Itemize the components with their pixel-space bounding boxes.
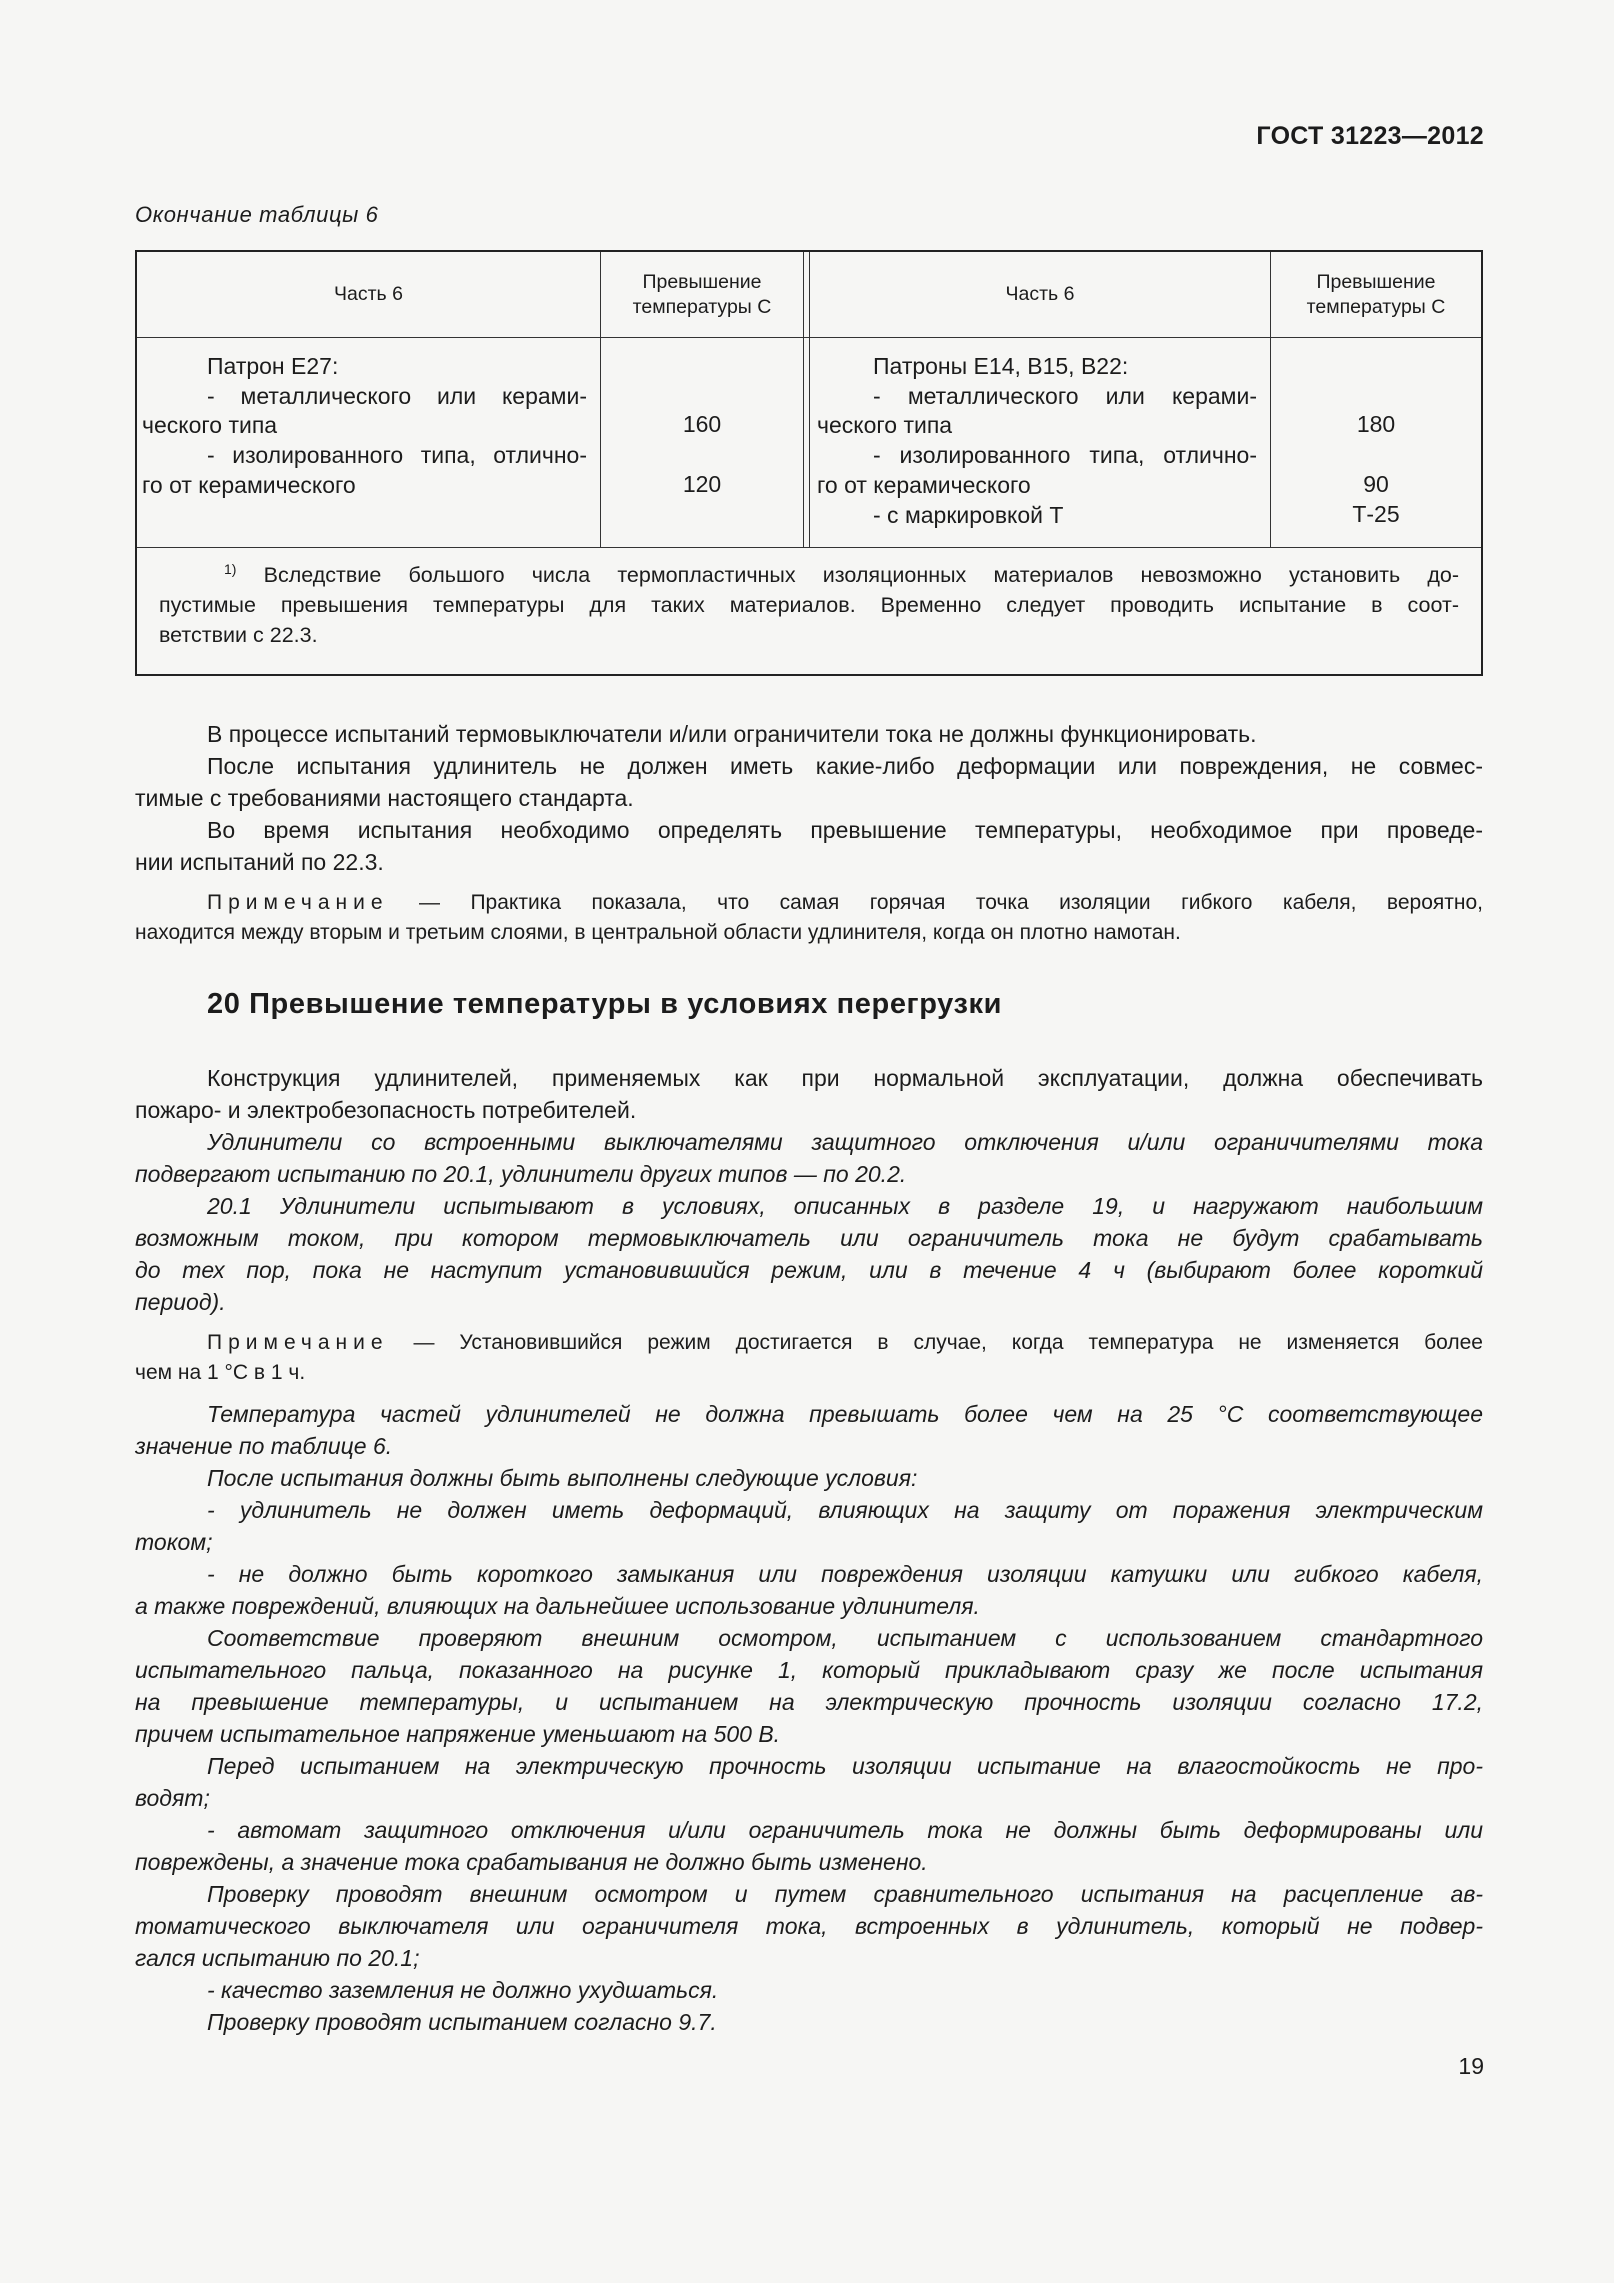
- paragraph: - не должно быть короткого замыкания или повреждения изоляции катушки или гибкого кабеля,: [207, 1561, 1483, 1587]
- temp-value: 120: [682, 471, 722, 497]
- paragraph: период).: [135, 1289, 226, 1315]
- paragraph: возможным током, при котором термовыключатель или ограничитель тока не будут срабатывать: [135, 1225, 1483, 1251]
- table-header-rule: [137, 337, 1481, 338]
- column-header-temp-rise: Превышение температуры С: [1306, 270, 1446, 318]
- paragraph: - автомат защитного отключения и/или ограничитель тока не должны быть деформированы или: [207, 1817, 1483, 1843]
- paragraph: - удлинитель не должен иметь деформаций, влияющих на защиту от поражения электрическим: [207, 1497, 1483, 1523]
- temp-value: Т-25: [1352, 501, 1400, 527]
- paragraph: Соответствие проверяют внешним осмотром, испытанием с использованием стандартного: [207, 1625, 1483, 1651]
- paragraph: Перед испытанием на электрическую прочность изоляции испытание на влагостойкость не про-: [207, 1753, 1483, 1779]
- paragraph: тимые с требованиями настоящего стандарта.: [135, 785, 634, 811]
- temp-value: 160: [682, 411, 722, 437]
- page-number: 19: [1458, 2053, 1484, 2079]
- paragraph: 20.1 Удлинители испытывают в условиях, описанных в разделе 19, и нагружают наибольшим: [207, 1193, 1483, 1219]
- paragraph: После испытания должны быть выполнены следующие условия:: [207, 1465, 918, 1491]
- paragraph: - качество заземления не должно ухудшаться.: [207, 1977, 719, 2003]
- temp-value: 180: [1356, 411, 1396, 437]
- note: Примечание — Практика показала, что самая горячая точка изоляции гибкого кабеля, вероятно,: [207, 891, 1483, 914]
- paragraph: В процессе испытаний термовыключатели и/или ограничители тока не должны функционировать.: [207, 721, 1257, 747]
- temp-value: 90: [1363, 471, 1389, 497]
- paragraph: на превышение температуры, и испытанием на электрическую прочность изоляции согласно 17.2,: [135, 1689, 1483, 1715]
- column-header-temp-rise: Превышение температуры С: [632, 270, 772, 318]
- document-code: ГОСТ 31223—2012: [1256, 122, 1484, 150]
- paragraph: нии испытаний по 22.3.: [135, 849, 384, 875]
- paragraph: а также повреждений, влияющих на дальнейшее использование удлинителя.: [135, 1593, 980, 1619]
- paragraph: После испытания удлинитель не должен иметь какие-либо деформации или повреждения, не совмес-: [207, 753, 1483, 779]
- paragraph: водят;: [135, 1785, 210, 1811]
- left-part-description: Патрон Е27: - металлического или керами- ческого типа - изолированного типа, отлично- го от керамического: [142, 353, 587, 498]
- note: Примечание — Установившийся режим достигается в случае, когда температура не изменяется более: [207, 1331, 1483, 1354]
- section-20-heading: 20 Превышение температуры в условиях перегрузки: [207, 988, 1003, 1020]
- paragraph: Конструкция удлинителей, применяемых как при нормальной эксплуатации, должна обеспечивать: [207, 1065, 1483, 1091]
- paragraph: причем испытательное напряжение уменьшают на 500 В.: [135, 1721, 781, 1747]
- paragraph: гался испытанию по 20.1;: [135, 1945, 420, 1971]
- right-part-description: Патроны Е14, В15, В22: - металлического или керами- ческого типа - изолированного типа, отлично- го от керамического - с маркировкой Т: [817, 353, 1257, 528]
- paragraph: томатического выключателя или ограничителя тока, встроенных в удлинитель, который не подвер-: [135, 1913, 1483, 1939]
- column-header-part: Часть 6: [334, 283, 403, 305]
- paragraph: значение по таблице 6.: [135, 1433, 393, 1459]
- paragraph: Проверку проводят испытанием согласно 9.7.: [207, 2009, 717, 2035]
- paragraph: Проверку проводят внешним осмотром и путем сравнительного испытания на расцепление ав-: [207, 1881, 1483, 1907]
- section-19-text: [135, 718, 1483, 948]
- note: чем на 1 °С в 1 ч.: [135, 1361, 306, 1384]
- paragraph: Температура частей удлинителей не должна превышать более чем на 25 °С соответствующее: [207, 1401, 1483, 1427]
- table-footnote-rule: [137, 547, 1481, 548]
- paragraph: повреждены, а значение тока срабатывания не должно быть изменено.: [135, 1849, 928, 1875]
- paragraph: испытательного пальца, показанного на рисунке 1, который прикладывают сразу же после испытания: [135, 1657, 1483, 1683]
- table-footnote: $^{1)}$ Вследствие большого числа термопластичных изоляционных материалов невозможно установить до- пустимые превышения температуры для таких материалов. Временно следует проводить испытание в соот- ветствии с 22.3.: [159, 561, 1459, 648]
- paragraph: Удлинители со встроенными выключателями защитного отключения и/или ограничителями тока: [207, 1129, 1483, 1155]
- paragraph: подвергают испытанию по 20.1, удлинители других типов — по 20.2.: [135, 1161, 907, 1187]
- table-divider: [803, 252, 804, 547]
- section-20-text: [135, 1062, 1483, 2038]
- column-header-part: Часть 6: [1005, 283, 1075, 305]
- paragraph: до тех пор, пока не наступит установившийся режим, или в течение 4 ч (выбирают более короткий: [135, 1257, 1483, 1283]
- paragraph: Во время испытания необходимо определять превышение температуры, необходимое при проведе-: [207, 817, 1483, 843]
- note: находится между вторым и третьим слоями, в центральной области удлинителя, когда он плотно намотан.: [135, 921, 1181, 944]
- paragraph: током;: [135, 1529, 213, 1555]
- table-6-continuation: [135, 250, 1483, 676]
- paragraph: пожаро- и электробезопасность потребителей.: [135, 1097, 637, 1123]
- table-caption: Окончание таблицы 6: [135, 202, 379, 227]
